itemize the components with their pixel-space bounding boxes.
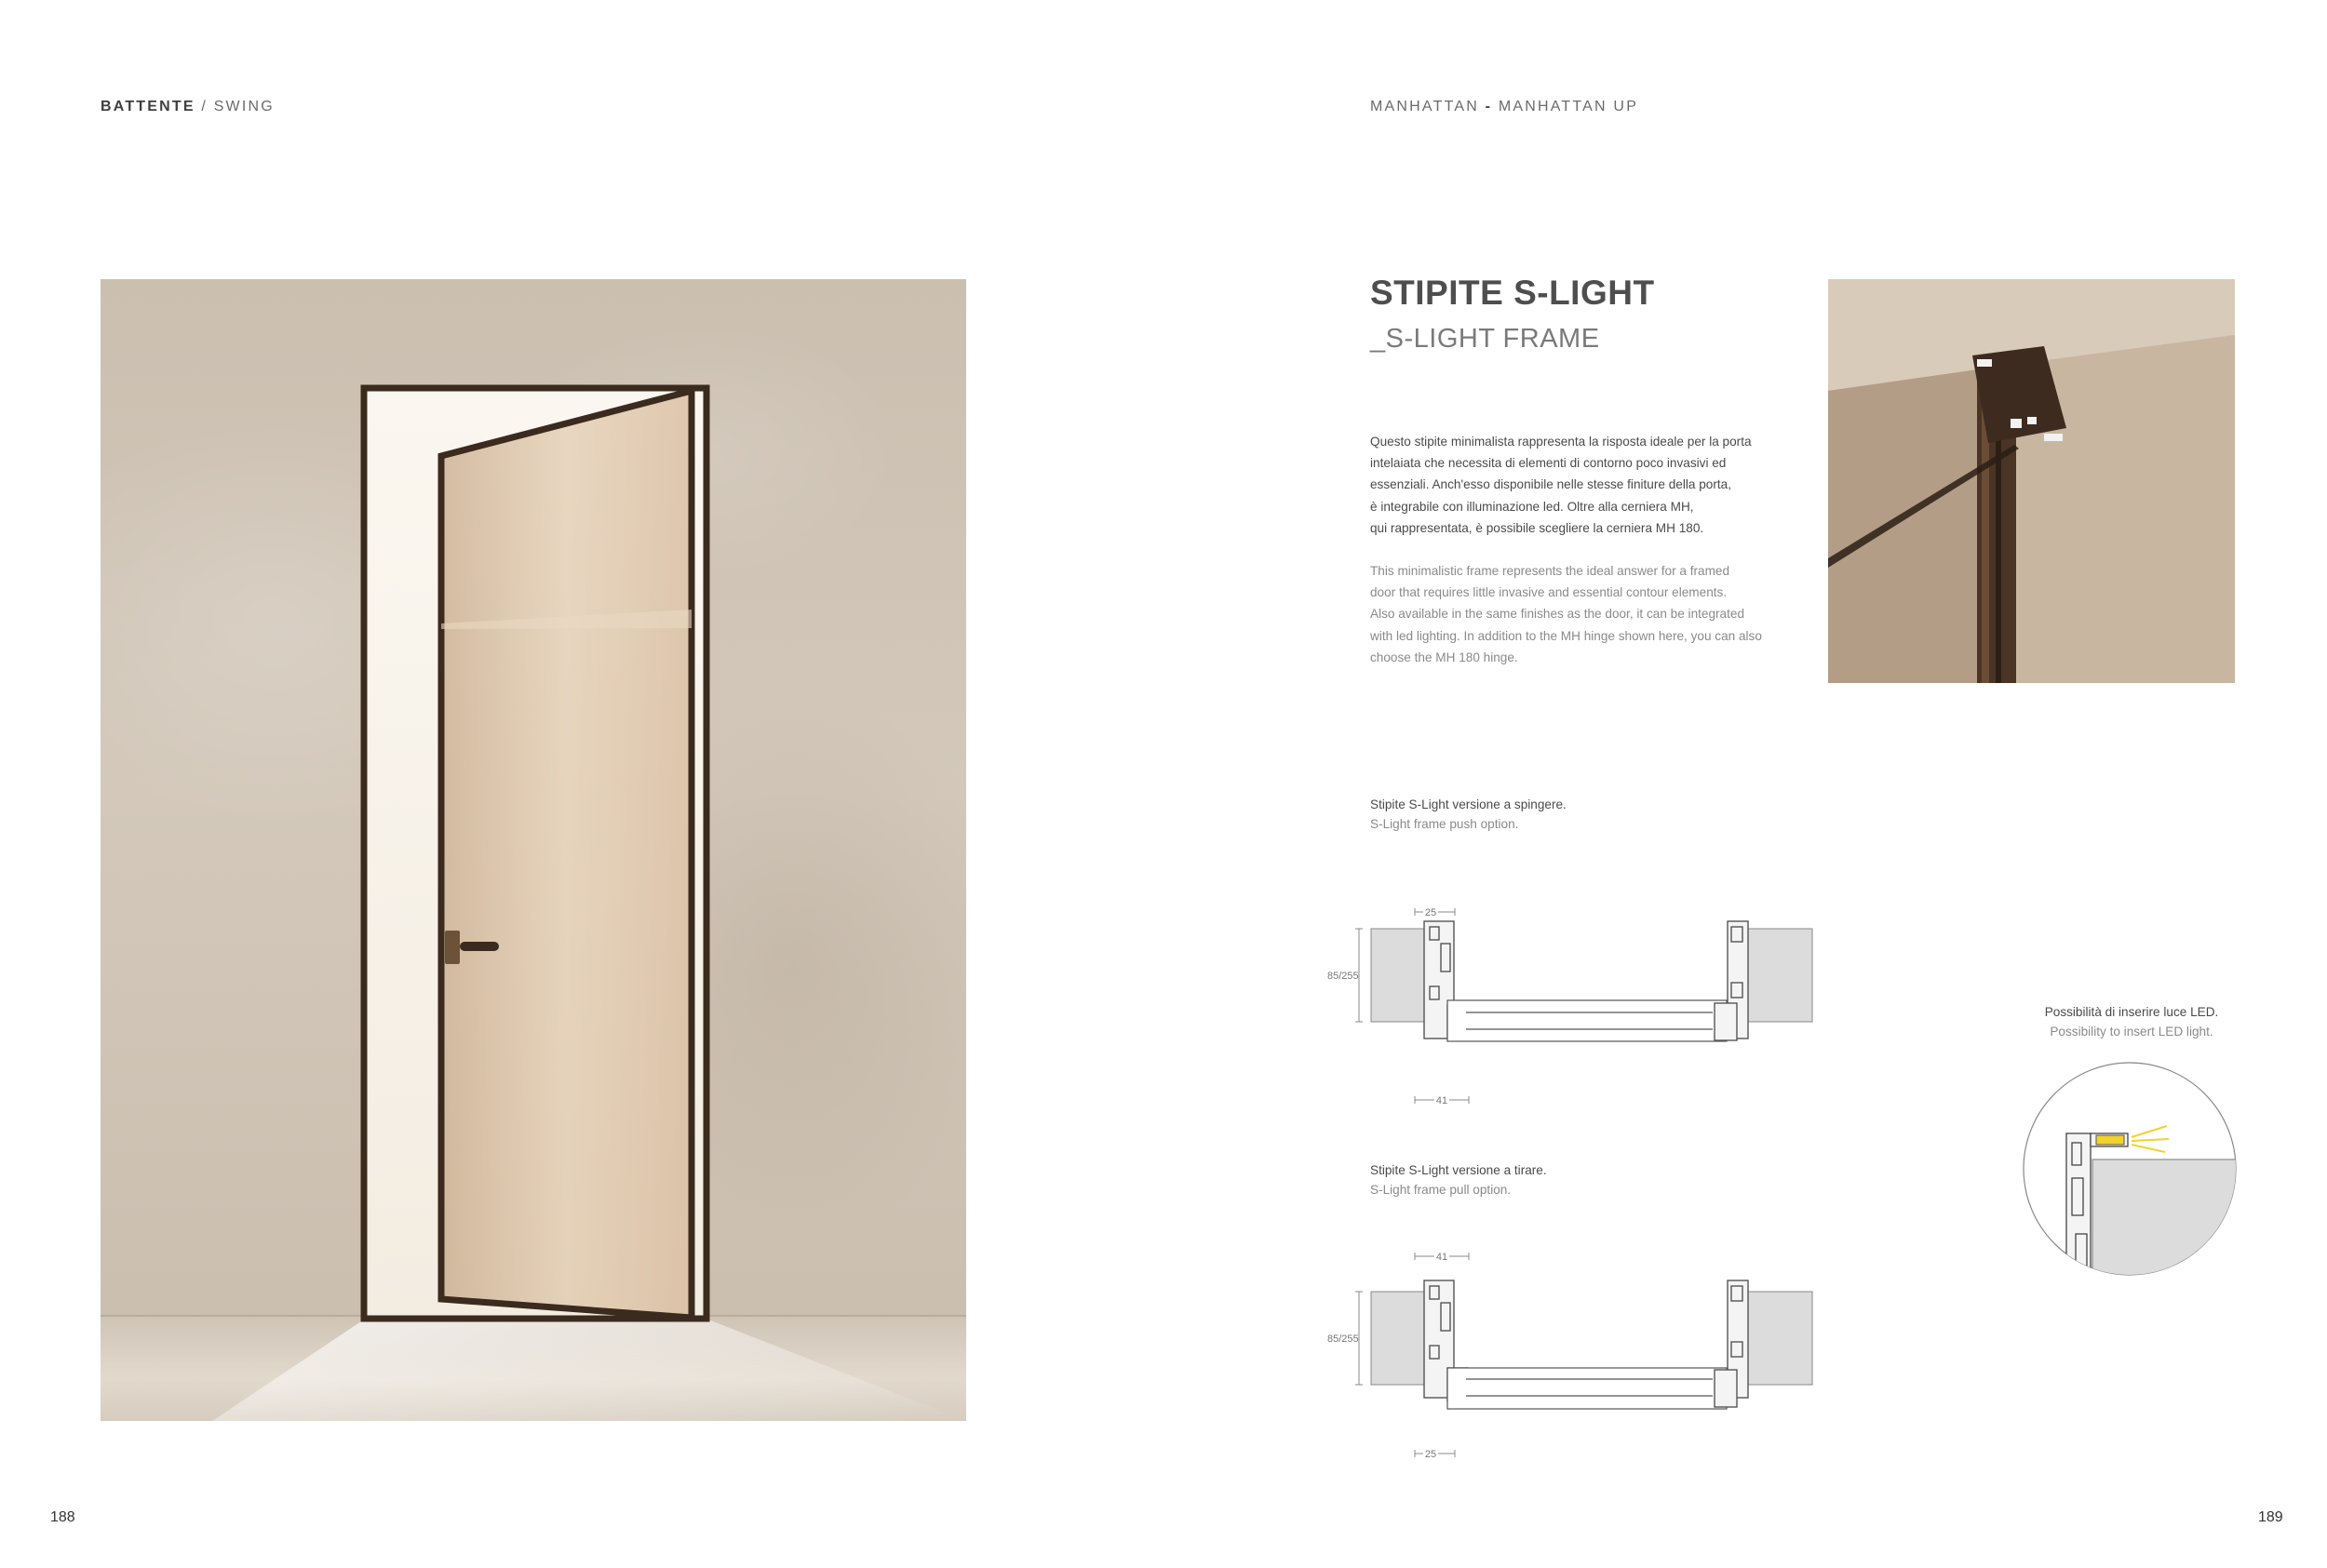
pull-caption	[1370, 1163, 1547, 1197]
collection-name: MANHATTAN	[1370, 99, 1479, 114]
description-line: choose the MH 180 hinge.	[1370, 650, 1518, 664]
page-subtitle: _S-LIGHT FRAME	[1370, 324, 1600, 354]
page-number-right: 189	[2258, 1509, 2283, 1525]
description-line: Questo stipite minimalista rappresenta la risposta ideale per la porta	[1370, 435, 1752, 449]
description-line: with led lighting. In addition to the MH hinge shown here, you can also	[1370, 628, 1762, 643]
pull-caption-it: Stipite S-Light versione a tirare.	[1370, 1163, 1547, 1177]
pull-dim-bottom: 25	[1424, 1449, 1437, 1460]
glass-leaf	[441, 391, 692, 1318]
frame-detail-photo	[1828, 279, 2235, 683]
led-caption	[2020, 1005, 2243, 1039]
push-caption-en: S-Light frame push option.	[1370, 817, 1519, 831]
description-line: intelaiata che necessita di elementi di contorno poco invasivi ed	[1370, 456, 1727, 471]
push-dim-bottom: 41	[1435, 1095, 1448, 1106]
description-line: Also available in the same finishes as the door, it can be integrated	[1370, 607, 1745, 622]
description-line: essenziali. Anch'esso disponibile nelle stesse finiture della porta,	[1370, 477, 1731, 492]
led-caption-en: Possibility to insert LED light.	[2050, 1025, 2213, 1039]
light-spill	[212, 1318, 966, 1421]
led-caption-it: Possibilità di inserire luce LED.	[2044, 1005, 2219, 1019]
collection-label	[1370, 99, 1638, 115]
door-illustration	[101, 279, 966, 1421]
pull-caption-en: S-Light frame pull option.	[1370, 1183, 1512, 1197]
handle-plate	[445, 931, 460, 964]
push-caption-it: Stipite S-Light versione a spingere.	[1370, 797, 1567, 811]
section-label-rest: SWING	[213, 99, 275, 114]
description-line: qui rappresentata, è possibile scegliere la cerniera MH 180.	[1370, 520, 1704, 535]
push-frame-drawing	[1322, 884, 1843, 1117]
page-number-left: 188	[50, 1509, 75, 1525]
frame-detail-illustration	[1828, 279, 2235, 683]
collection-name-up: MANHATTAN UP	[1498, 99, 1639, 114]
description-line: door that requires little invasive and essential contour elements.	[1370, 585, 1728, 600]
description-english	[1370, 560, 1780, 668]
pull-dim-top: 41	[1435, 1252, 1448, 1263]
collection-separator: -	[1478, 99, 1499, 114]
handle-lever	[460, 942, 499, 951]
pull-frame-drawing	[1322, 1238, 1843, 1470]
door-photo	[101, 279, 966, 1421]
push-caption	[1370, 797, 1567, 831]
description-line: è integrabile con illuminazione led. Oltre alla cerniera MH,	[1370, 499, 1694, 514]
section-label-bold: BATTENTE	[101, 99, 195, 114]
description-italian	[1370, 431, 1780, 539]
section-separator: /	[195, 99, 214, 114]
push-dim-top: 25	[1424, 907, 1437, 918]
pull-dim-side: 85/255	[1327, 1333, 1359, 1345]
led-detail-circle	[2018, 1057, 2241, 1280]
page-title: STIPITE S-LIGHT	[1370, 274, 1655, 312]
description-line: This minimalistic frame represents the ideal answer for a framed	[1370, 564, 1730, 578]
section-label	[101, 99, 275, 115]
push-dim-side: 85/255	[1327, 971, 1359, 982]
